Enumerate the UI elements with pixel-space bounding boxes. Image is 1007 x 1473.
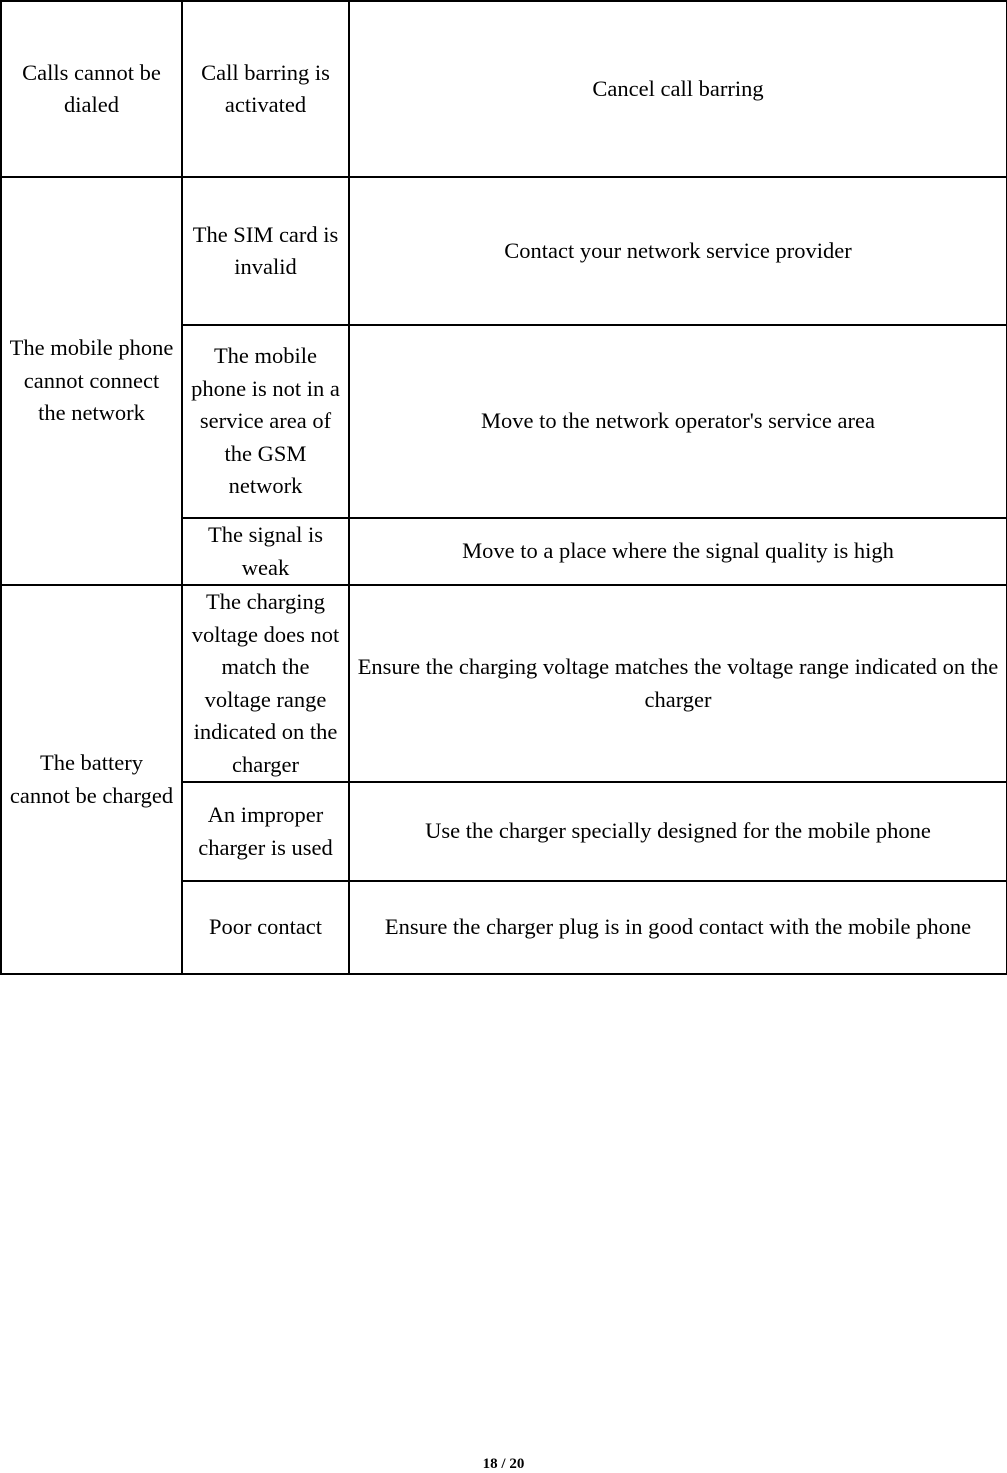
cause-cell: The SIM card is invalid [182, 177, 349, 325]
solution-cell: Move to a place where the signal quality is high [349, 518, 1007, 585]
solution-cell: Ensure the charger plug is in good contact with the mobile phone [349, 881, 1007, 974]
cause-cell: An improper charger is used [182, 782, 349, 881]
problem-cell: The battery cannot be charged [1, 585, 182, 974]
table-row [1, 177, 1007, 325]
cause-cell: The charging voltage does not match the voltage range indicated on the charger [182, 585, 349, 782]
solution-cell: Cancel call barring [349, 1, 1007, 177]
table-row [1, 585, 1007, 782]
solution-cell: Contact your network service provider [349, 177, 1007, 325]
table-row [1, 1, 1007, 177]
cause-cell: Poor contact [182, 881, 349, 974]
problem-cell: Calls cannot be dialed [1, 1, 182, 177]
solution-cell: Move to the network operator's service area [349, 325, 1007, 518]
cause-cell: The mobile phone is not in a service area of the GSM network [182, 325, 349, 518]
problem-cell: The mobile phone cannot connect the network [1, 177, 182, 585]
solution-cell: Use the charger specially designed for the mobile phone [349, 782, 1007, 881]
solution-cell: Ensure the charging voltage matches the voltage range indicated on the charger [349, 585, 1007, 782]
cause-cell: Call barring is activated [182, 1, 349, 177]
page-number: 18 / 20 [482, 1456, 525, 1472]
cause-cell: The signal is weak [182, 518, 349, 585]
